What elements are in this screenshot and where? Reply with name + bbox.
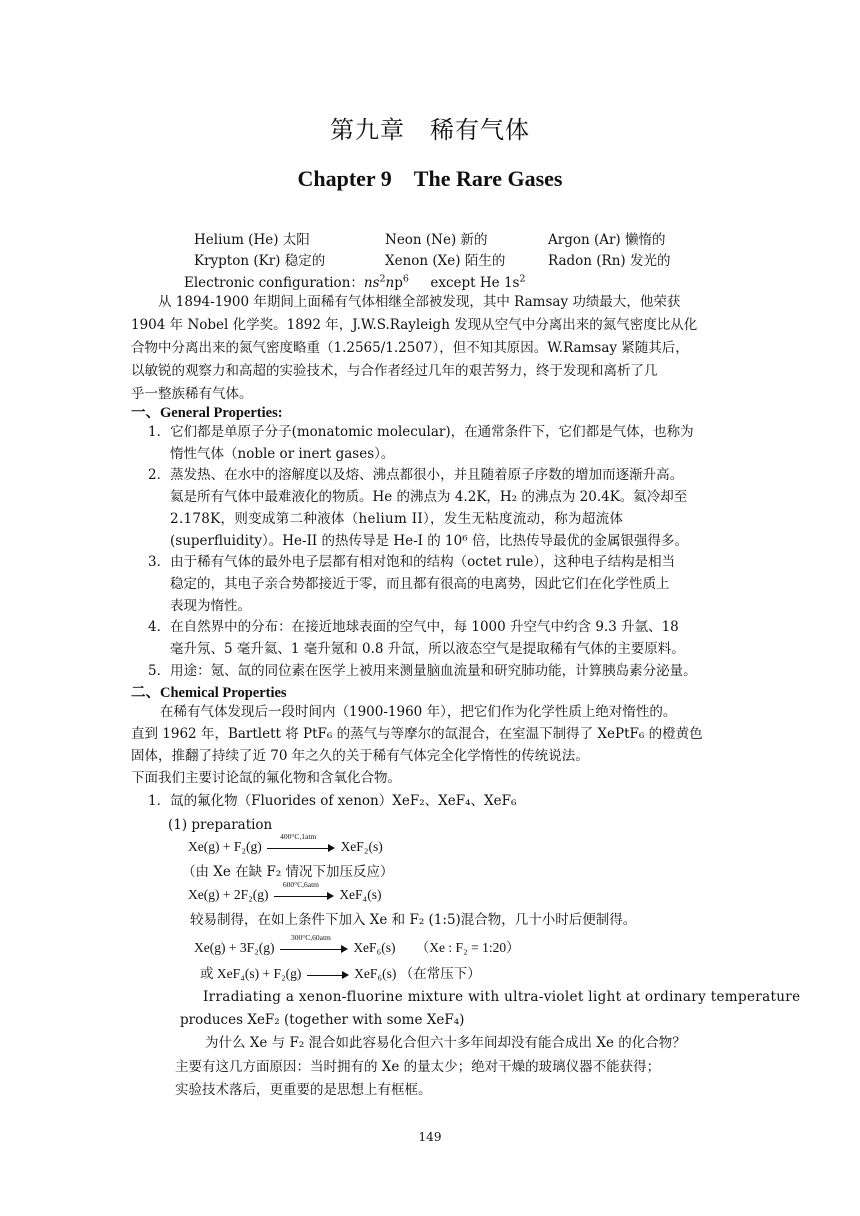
equation-right: XeF₆(s) [353, 940, 396, 955]
equation-right: XeF₂(s) [340, 839, 383, 854]
equation-ratio: （Xe : F₂ = 1:20） [415, 940, 520, 955]
element-radon: Radon (Rn) 发光的 [548, 253, 671, 269]
reaction-condition: 400°C,1atm [280, 831, 317, 841]
intro-line-5: 乎一整族稀有气体。 [131, 386, 253, 402]
element-neon: Neon (Ne) 新的 [385, 232, 488, 248]
equation-xef6 [194, 932, 520, 956]
general-item-line: 稳定的，其电子亲合势都接近于零，而且都有很高的电离势，因此它们在化学性质上 [170, 576, 670, 592]
general-item-line: 2．蒸发热、在水中的溶解度以及熔、沸点都很小，并且随着原子序数的增加而逐渐升高。 [148, 467, 684, 483]
section-heading-chemical: 二、Chemical Properties [131, 685, 287, 701]
config-except: except He 1s [430, 275, 520, 291]
section-heading-general: 一、General Properties: [131, 405, 283, 421]
equation-xef4 [188, 879, 382, 903]
chem-intro-line: 直到 1962 年，Bartlett 将 PtF₆ 的蒸气与等摩尔的氙混合，在室温下制得了 XePtF₆ 的橙黄色 [131, 726, 703, 742]
general-item-line: 惰性气体（noble or inert gases）。 [170, 446, 395, 462]
element-xenon: Xenon (Xe) 陌生的 [385, 253, 506, 269]
equation-left: Xe(g) + 2F₂(g) [188, 887, 269, 902]
irradiation-line-2: produces XeF₂ (together with some XeF₄) [180, 1012, 465, 1028]
equation-left: 或 XeF₄(s) + F₂(g) [200, 966, 302, 981]
reaction-condition: 300°C,60atm [291, 932, 331, 942]
general-item-line: 1．它们都是单原子分子(monatomic molecular)，在通常条件下，它们都是气体，也称为 [148, 424, 694, 440]
intro-line-3: 合物中分离出来的氮气密度略重（1.2565/1.2507），但不知其原因。W.Ramsay 紧随其后， [131, 340, 689, 356]
general-item-line: 2.178K，则变成第二种液体（helium II），发生无粘度流动，称为超流体 [170, 511, 624, 527]
chem-intro-line: 固体，推翻了持续了近 70 年之久的关于稀有气体完全化学惰性的传统说法。 [131, 748, 589, 764]
page-number: 149 [418, 1130, 442, 1144]
chem-intro-line: 在稀有气体发现后一段时间内（1900-1960 年），把它们作为化学性质上绝对惰性的。 [160, 704, 677, 720]
equation-right: XeF₄(s) [339, 887, 382, 902]
electronic-configuration: Electronic configuration：$ns^2np^6$ except He $1s^2$ [184, 273, 526, 291]
intro-line-2: 1904 年 Nobel 化学奖。1892 年，J.W.S.Rayleigh 发现从空气中分离出来的氮气密度比从化 [131, 317, 698, 333]
general-item-line: 毫升氖、5 毫升氦、1 毫升氪和 0.8 升氙，所以液态空气是提取稀有气体的主要原料。 [170, 641, 685, 657]
preparation-label: (1) preparation [168, 817, 273, 833]
config-label: Electronic configuration： [184, 275, 364, 291]
element-argon: Argon (Ar) 懒惰的 [548, 232, 666, 248]
chapter-title-cn: 第九章 稀有气体 [330, 116, 530, 144]
question-line: 主要有这几方面原因：当时拥有的 Xe 的量太少；绝对干燥的玻璃仪器不能获得； [175, 1059, 661, 1075]
reaction-condition: 600°C,6atm [282, 879, 319, 889]
general-item-line: 氦是所有气体中最难液化的物质。He 的沸点为 4.2K，H₂ 的沸点为 20.4K。氦冷却至 [170, 489, 688, 505]
equation-xef4-to-xef6 [200, 962, 481, 982]
equation-left: Xe(g) + 3F₂(g) [194, 940, 275, 955]
fluorides-heading: 1．氙的氟化物（Fluorides of xenon）XeF₂、XeF₄、XeF₆ [148, 793, 517, 809]
general-item-line: 3．由于稀有气体的最外电子层都有相对饱和的结构（octet rule），这种电子结构是相当 [148, 554, 676, 570]
equation-xef2 [188, 831, 383, 855]
equation-note: 较易制得，在如上条件下加入 Xe 和 F₂ (1:5)混合物，几十小时后便制得。 [190, 912, 637, 928]
intro-line-1: 从 1894-1900 年期间上面稀有气体相继全部被发现，其中 Ramsay 功绩最大，他荣获 [158, 294, 681, 310]
question-line: 实验技术落后，更重要的是思想上有框框。 [175, 1082, 432, 1098]
general-item-line: (superfluidity）。He-II 的热传导是 He-I 的 10⁶ 倍，比热传导最优的金属银强得多。 [170, 533, 688, 549]
reaction-arrow-icon [307, 969, 349, 981]
equation-condition-note: （在常压下） [399, 966, 481, 981]
chem-intro-line: 下面我们主要讨论氙的氟化物和含氧化合物。 [131, 770, 401, 786]
general-item-line: 4．在自然界中的分布：在接近地球表面的空气中，每 1000 升空气中约含 9.3 升氩、18 [148, 619, 679, 635]
intro-line-4: 以敏锐的观察力和高超的实验技术，与合作者经过几年的艰苦努力，终于发现和离析了几 [131, 363, 658, 379]
reaction-arrow-icon [280, 932, 348, 955]
reaction-arrow-icon [274, 879, 334, 902]
question-line: 为什么 Xe 与 F₂ 混合如此容易化合但六十多年间却没有能合成出 Xe 的化合物？ [205, 1035, 686, 1051]
irradiation-line-1: Irradiating a xenon-fluorine mixture with ultra-violet light at ordinary temperature [203, 989, 801, 1005]
chapter-title-en: Chapter 9 The Rare Gases [297, 166, 563, 191]
equation-right: XeF₆(s) [354, 966, 397, 981]
reaction-arrow-icon [267, 831, 335, 854]
general-item-line: 表现为惰性。 [170, 598, 251, 614]
general-item-line: 5．用途：氪、氙的同位素在医学上被用来测量脑血流量和研究肺功能，计算胰岛素分泌量。 [148, 663, 697, 679]
element-krypton: Krypton (Kr) 稳定的 [194, 253, 326, 269]
equation-note: （由 Xe 在缺 F₂ 情况下加压反应） [182, 864, 394, 880]
equation-left: Xe(g) + F₂(g) [188, 839, 262, 854]
element-helium: Helium (He) 太阳 [194, 232, 310, 248]
